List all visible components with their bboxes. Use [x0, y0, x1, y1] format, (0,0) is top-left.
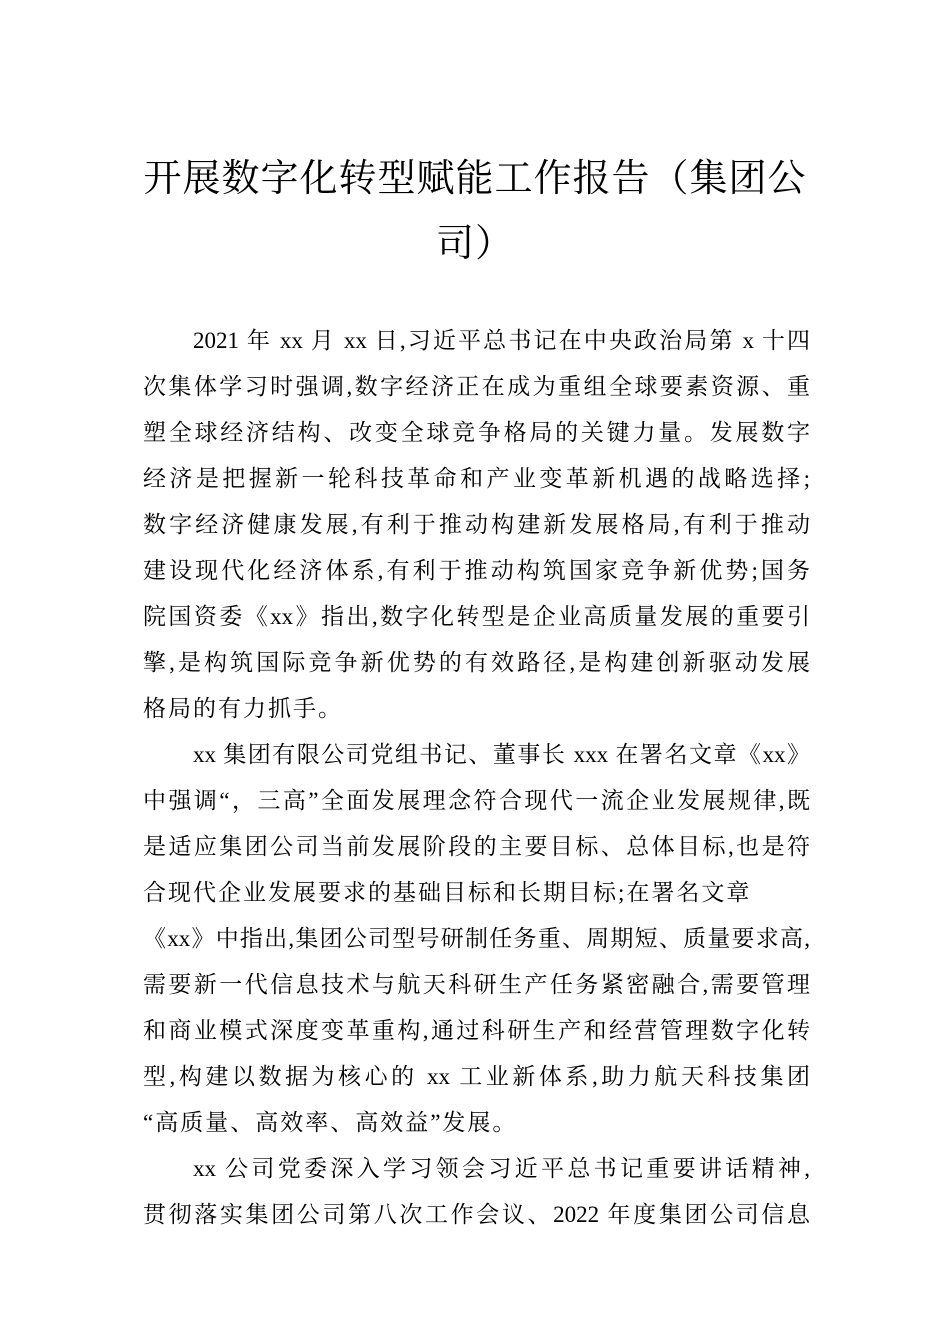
text-line: 《xx》中指出,集团公司型号研制任务重、周期短、质量要求高, [143, 926, 810, 951]
text-line: 院国资委《xx》指出,数字化转型是企业高质量发展的重要引 [143, 604, 810, 629]
document-title-line-1: 开展数字化转型赋能工作报告（集团公 [143, 158, 807, 200]
text-line: 中强调“，三高”全面发展理念符合现代一流企业发展规律,既 [143, 788, 810, 813]
body-paragraph [143, 318, 810, 732]
text-line: 需要新一代信息技术与航天科研生产任务紧密融合,需要管理 [143, 972, 810, 997]
text-line: 次集体学习时强调,数字经济正在成为重组全球要素资源、重 [143, 374, 810, 399]
text-line: “高质量、高效率、高效益”发展。 [143, 1110, 518, 1135]
text-line: 经济是把握新一轮科技革命和产业变革新机遇的战略选择; [143, 466, 810, 491]
text-line: 数字经济健康发展,有利于推动构建新发展格局,有利于推动 [143, 512, 810, 537]
text-line: 格局的有力抓手。 [143, 696, 343, 721]
text-line: 建设现代化经济体系,有利于推动构筑国家竞争新优势;国务 [143, 558, 810, 583]
document-title [0, 0, 950, 277]
text-line: xx 公司党委深入学习领会习近平总书记重要讲话精神, [193, 1156, 810, 1181]
text-line: 塑全球经济结构、改变全球竞争格局的关键力量。发展数字 [143, 420, 810, 445]
text-line: 擎,是构筑国际竞争新优势的有效路径,是构建创新驱动发展 [143, 650, 810, 675]
text-line: 是适应集团公司当前发展阶段的主要目标、总体目标,也是符 [143, 834, 810, 859]
text-line: 2021 年 xx 月 xx 日,习近平总书记在中央政治局第 x 十四 [193, 328, 810, 353]
text-line: 和商业模式深度变革重构,通过科研生产和经营管理数字化转 [143, 1018, 810, 1043]
body-paragraph [143, 732, 810, 1146]
body-paragraph [143, 1146, 810, 1238]
document-body [0, 318, 950, 1238]
text-line: 贯彻落实集团公司第八次工作会议、2022 年度集团公司信息 [143, 1202, 810, 1227]
document-title-line-2: 司） [435, 223, 514, 265]
text-line: 型,构建以数据为核心的 xx 工业新体系,助力航天科技集团 [143, 1064, 810, 1089]
text-line: 合现代企业发展要求的基础目标和长期目标;在署名文章 [143, 880, 752, 905]
text-line: xx 集团有限公司党组书记、董事长 xxx 在署名文章《xx》 [193, 742, 810, 767]
